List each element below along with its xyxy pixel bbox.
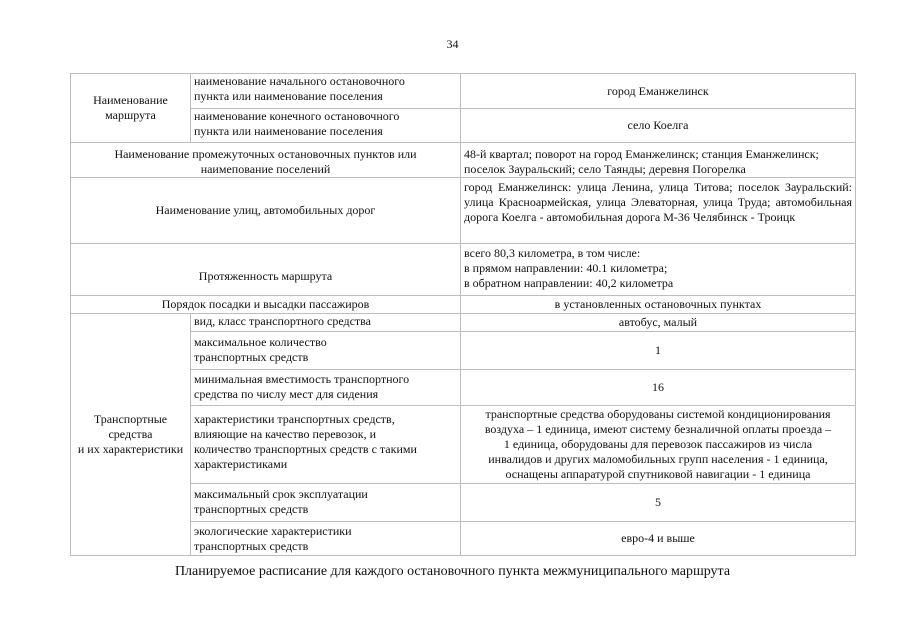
vehicle-type-value: автобус, малый <box>461 314 856 332</box>
route-length-label: Протяженность маршрута <box>71 244 461 296</box>
intermediate-stops-label: Наименование промежуточных остановочных пунктов или наимепование поселений <box>71 143 461 178</box>
ecological-value: евро-4 и выше <box>461 522 856 556</box>
vehicle-characteristics-label: характеристики транспортных средств, влияющие на качество перевозок, и количество транспортных средств с такими характеристиками <box>191 406 461 484</box>
transport-group-label: Транспортные средства и их характеристики <box>71 314 191 556</box>
route-length-row <box>71 244 856 296</box>
route-start-row <box>71 74 856 109</box>
route-length-value: всего 80,3 километра, в том числе: в прямом направлении: 40.1 километра; в обратном направлении: 40,2 километра <box>461 244 856 296</box>
vehicle-type-label: вид, класс транспортного средства <box>191 314 461 332</box>
intermediate-stops-row <box>71 143 856 178</box>
boarding-label: Порядок посадки и высадки пассажиров <box>71 296 461 314</box>
max-vehicles-label: максимальное количество транспортных средств <box>191 332 461 370</box>
max-vehicles-value: 1 <box>461 332 856 370</box>
boarding-row <box>71 296 856 314</box>
max-service-life-label: максимальный срок эксплуатации транспортных средств <box>191 484 461 522</box>
min-capacity-value: 16 <box>461 370 856 406</box>
vehicle-type-row <box>71 314 856 332</box>
route-start-label: наименование начального остановочного пункта или наименование поселения <box>191 74 461 109</box>
ecological-label: экологические характеристики транспортных средств <box>191 522 461 556</box>
route-passport-table <box>70 73 856 556</box>
page-number: 34 <box>446 37 459 51</box>
route-start-value: город Еманжелинск <box>461 74 856 109</box>
route-end-label: наименование конечного остановочного пункта или наименование поселения <box>191 109 461 143</box>
schedule-heading: Планируемое расписание для каждого остановочного пункта межмуниципального маршрута <box>174 564 731 579</box>
streets-value: город Еманжелинск: улица Ленина, улица Титова; поселок Зауральский: улица Красноармейская, улица Элеваторная, улица Труда; автомобильная дорога Коелга - автомобильная дорога М-36 Челябинск - Троицк <box>461 178 856 244</box>
route-name-label: Наименование маршрута <box>71 74 191 143</box>
streets-row <box>71 178 856 244</box>
vehicle-characteristics-value: транспортные средства оборудованы системой кондиционирования воздуха – 1 единица, имеют систему безналичной оплаты проезда – 1 единица, оборудованы для перевозок пассажиров из числа инвалидов и других маломобильных групп населения - 1 единица, оснащены аппаратурой спутниковой навигации - 1 единица <box>461 406 856 484</box>
boarding-value: в установленных остановочных пунктах <box>461 296 856 314</box>
route-end-value: село Коелга <box>461 109 856 143</box>
max-service-life-value: 5 <box>461 484 856 522</box>
streets-label: Наименование улиц, автомобильных дорог <box>71 178 461 244</box>
intermediate-stops-value: 48-й квартал; поворот на город Еманжелинск; станция Еманжелинск; поселок Зауральский; село Таянды; деревня Погорелка <box>461 143 856 178</box>
min-capacity-label: минимальная вместимость транспортного средства по числу мест для сидения <box>191 370 461 406</box>
